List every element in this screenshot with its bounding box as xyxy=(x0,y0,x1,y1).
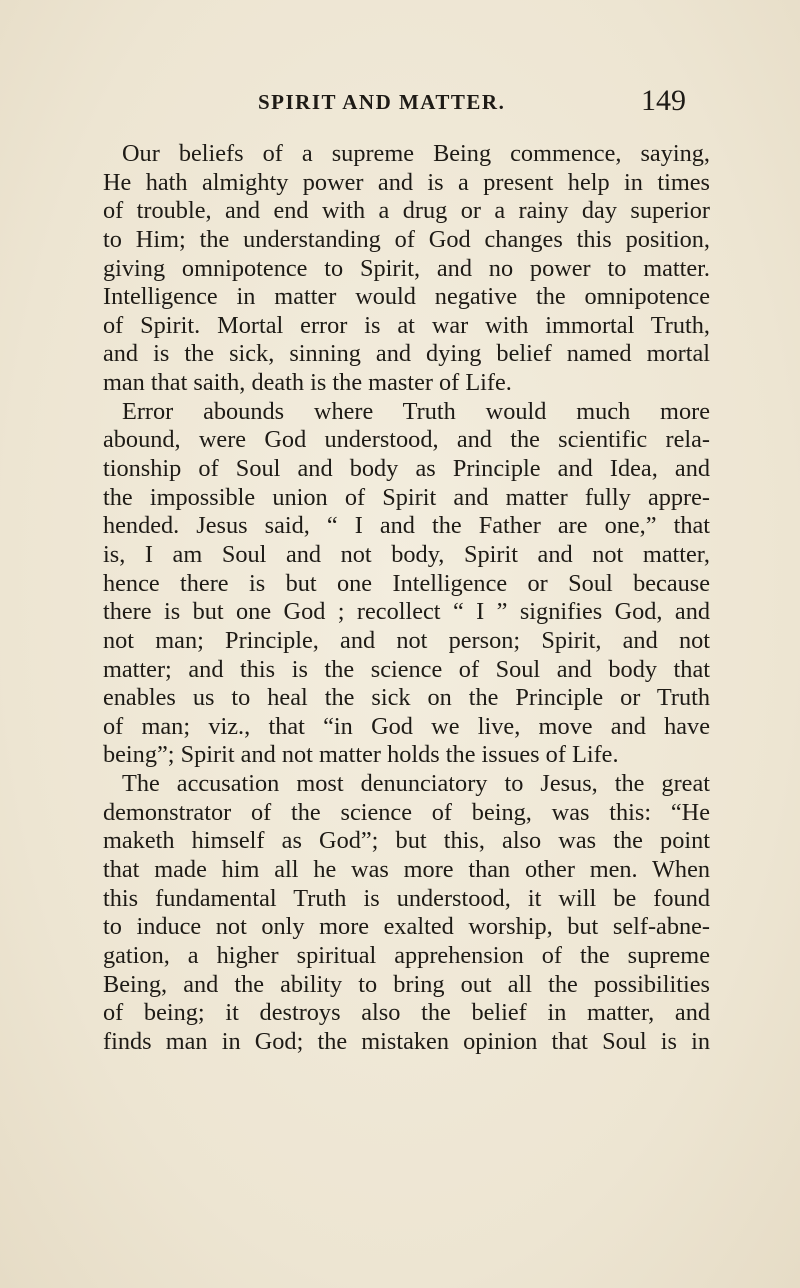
text-line: He hath almighty power and is a present help in times xyxy=(103,168,710,196)
running-head-title: SPIRIT AND MATTER. xyxy=(258,90,506,114)
body-text xyxy=(103,140,710,1057)
text-line: Being, and the ability to bring out all the possibilities xyxy=(103,970,710,998)
text-line: finds man in God; the mistaken opinion that Soul is in xyxy=(103,1027,710,1055)
text-line: man that saith, death is the master of Life. xyxy=(103,369,512,397)
text-line: the impossible union of Spirit and matter fully appre- xyxy=(103,483,710,511)
text-line: there is but one God ; recollect “ I ” signifies God, and xyxy=(103,598,710,626)
text-line: of man; viz., that “in God we live, move and have xyxy=(103,712,710,740)
text-line: tionship of Soul and body as Principle and Idea, and xyxy=(103,455,710,483)
page-number: 149 xyxy=(641,84,686,117)
text-line: Our beliefs of a supreme Being commence, saying, xyxy=(122,140,710,167)
text-line: Intelligence in matter would negative the omnipotence xyxy=(103,283,710,311)
text-line: demonstrator of the science of being, was this: “He xyxy=(103,798,710,826)
text-line: is, I am Soul and not body, Spirit and not matter, xyxy=(103,540,710,568)
text-line: enables us to heal the sick on the Principle or Truth xyxy=(103,684,710,712)
running-head xyxy=(0,84,800,128)
text-line: of trouble, and end with a drug or a rainy day superior xyxy=(103,197,710,225)
text-line: giving omnipotence to Spirit, and no power to matter. xyxy=(103,254,710,282)
text-line: maketh himself as God”; but this, also was the point xyxy=(103,827,710,855)
text-line: of being; it destroys also the belief in matter, and xyxy=(103,999,710,1027)
text-line: of Spirit. Mortal error is at war with immortal Truth, xyxy=(103,311,710,339)
text-line: matter; and this is the science of Soul and body that xyxy=(103,655,710,683)
text-line: being”; Spirit and not matter holds the issues of Life. xyxy=(103,741,619,769)
text-line: and is the sick, sinning and dying belief named mortal xyxy=(103,340,710,368)
text-line: gation, a higher spiritual apprehension of the supreme xyxy=(103,941,710,969)
text-line: this fundamental Truth is understood, it will be found xyxy=(103,884,710,912)
text-line: The accusation most denunciatory to Jesus, the great xyxy=(122,770,710,798)
text-line: not man; Principle, and not person; Spirit, and not xyxy=(103,626,710,654)
text-line: to Him; the understanding of God changes this position, xyxy=(103,225,710,253)
text-line: that made him all he was more than other men. When xyxy=(103,856,710,884)
text-line: hended. Jesus said, “ I and the Father are one,” that xyxy=(103,512,710,540)
text-line: to induce not only more exalted worship, but self-abne- xyxy=(103,913,710,941)
text-line: abound, were God understood, and the scientific rela- xyxy=(103,426,710,454)
text-line: hence there is but one Intelligence or Soul because xyxy=(103,569,710,597)
text-line: Error abounds where Truth would much more xyxy=(122,397,710,425)
